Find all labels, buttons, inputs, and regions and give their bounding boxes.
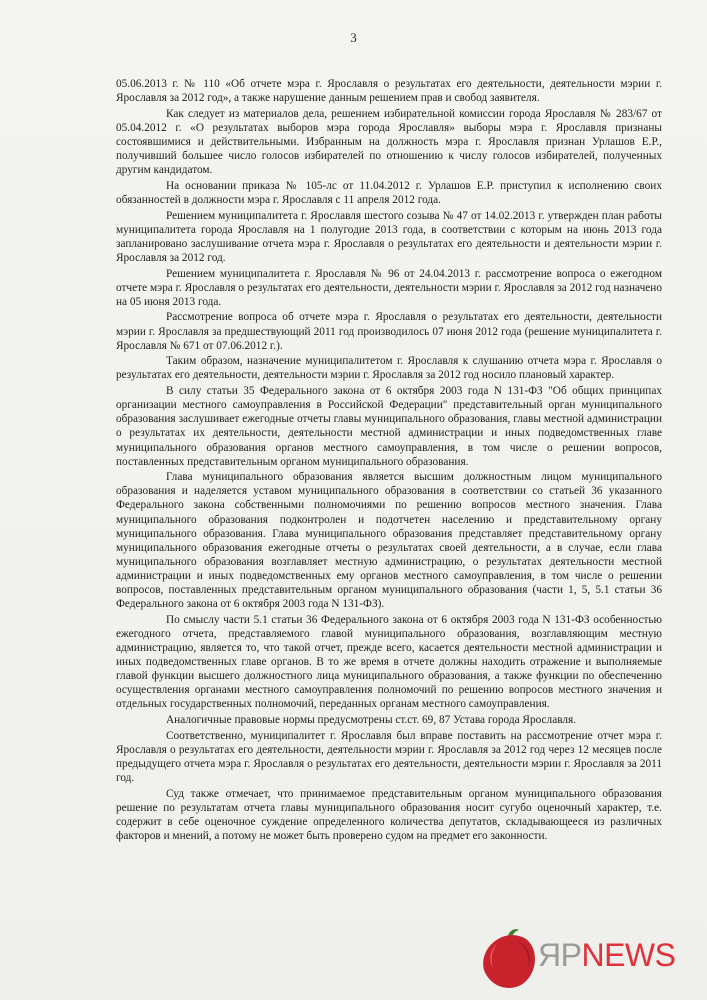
paragraph: Рассмотрение вопроса об отчете мэра г. Ярославля о результатах его деятельности, деятельности мэрии г. Ярославля за предшествующий 2011 год производилось 07 июня 2012 года (решение муниципалитета г. Ярославля № 671 от 07.06.2012 г.). bbox=[116, 311, 662, 352]
paragraph: 05.06.2013 г. № 110 «Об отчете мэра г. Ярославля о результатах его деятельности, деятельности мэрии г. Ярославля за 2012 год», а также нарушение данным решением прав и свобод заявителя. bbox=[116, 78, 662, 105]
paragraph: Таким образом, назначение муниципалитетом г. Ярославля к слушанию отчета мэра г. Ярославля о результатах его деятельности, деятельности мэрии г. Ярославля за 2012 год носило плановый характер. bbox=[116, 355, 662, 382]
paragraph: В силу статьи 35 Федерального закона от 6 октября 2003 года N 131-ФЗ "Об общих принципах организации местного самоуправления в Российской Федерации" представительный орган муниципального образования заслушивает ежегодные отчеты главы муниципального образования, главы местной администрации о результатах их деятельности, деятельности местной администрации и иных подведомственных главе муниципального образования органов местного самоуправления, в том числе о решении вопросов, поставленных представительным органом муниципального образования. bbox=[116, 385, 662, 468]
paragraph: Решением муниципалитета г. Ярославля шестого созыва № 47 от 14.02.2013 г. утвержден план работы муниципалитета города Ярославля на 1 полугодие 2013 года, в соответствии с которым на июнь 2013 года запланировано заслушивание отчета мэра г. Ярославля о результатах его деятельности и деятельности мэрии г. Ярославля за 2012 год. bbox=[116, 209, 662, 264]
paragraph: Суд также отмечает, что принимаемое представительным органом муниципального образования решение по результатам отчета главы муниципального образования носит сугубо оценочный характер, т.е. содержит в себе оценочное суждение определенного количества депутатов, складывающееся из различных факторов и мнений, а потому не может быть проверено судом на предмет его законности. bbox=[116, 787, 662, 842]
document-body bbox=[116, 77, 662, 845]
yarnews-watermark bbox=[478, 925, 688, 991]
page-number: 3 bbox=[350, 30, 357, 45]
paragraph: Глава муниципального образования является высшим должностным лицом муниципального образования и наделяется уставом муниципального образования в соответствии со статьей 36 указанного Федерального закона собственными полномочиями по решению вопросов местного значения. Глава муниципального образования подконтролен и подотчетен населению и представительному органу муниципального образования. Глава муниципального образования представляет представительному органу муниципального образования ежегодные отчеты о результатах своей деятельности, а в случае, если глава муниципального образования возглавляет местную администрацию, о результатах деятельности местной администрации и иных подведомственных ему органов местного самоуправления, в том числе о решении вопросов, поставленных представительным органом муниципального образования (части 1, 5, 5.1 статьи 36 Федерального закона от 6 октября 2003 года N 131-ФЗ). bbox=[116, 471, 662, 611]
paragraph: По смыслу части 5.1 статьи 36 Федерального закона от 6 октября 2003 года N 131-ФЗ особенностью ежегодного отчета, представляемого главой муниципального образования, возглавляющим местную администрацию, является то, что такой отчет, прежде всего, касается деятельности местной администрации и иных подведомственных главе органов. В то же время в отчете должны находить отражение и выполняемые главой функции высшего должностного лица муниципального образования, а также функции по обеспечению осуществления органами местного самоуправления полномочий по решению вопросов местного значения и отдельных государственных полномочий, переданных органам местного самоуправления. bbox=[116, 613, 662, 711]
paragraph: Аналогичные правовые нормы предусмотрены ст.ст. 69, 87 Устава города Ярославля. bbox=[166, 714, 577, 727]
paragraph: Как следует из материалов дела, решением избирательной комиссии города Ярославля № 283/67 от 05.04.2012 г. «О результатах выборов мэра города Ярославля» выборы мэра г. Ярославля признаны состоявшимися и действительными. Избранным на должность мэра г. Ярославля признан Урлашов Е.Р., получивший большее число голосов избирателей по отношению к числу голосов избирателей, полученных другим кандидатом. bbox=[116, 107, 662, 177]
watermark-text: ЯРNEWS bbox=[538, 937, 676, 973]
red-pepper-icon bbox=[478, 925, 540, 991]
paragraph: Соответственно, муниципалитет г. Ярославля был вправе поставить на рассмотрение отчет мэра г. Ярославля о результатах его деятельности, деятельности мэрии г. Ярославля за 2012 год через 12 месяцев после предыдущего отчета мэра г. Ярославля о результатах его деятельности, деятельности мэрии г. Ярославля за 2011 год. bbox=[116, 729, 662, 785]
paragraph: Решением муниципалитета г. Ярославля № 96 от 24.04.2013 г. рассмотрение вопроса о ежегодном отчете мэра г. Ярославля о результатах его деятельности, деятельности мэрии г. Ярославля за 2012 год назначено на 05 июня 2013 года. bbox=[116, 267, 662, 308]
paragraph: На основании приказа № 105-лс от 11.04.2012 г. Урлашов Е.Р. приступил к исполнению своих обязанностей в должности мэра г. Ярославля с 11 апреля 2012 года. bbox=[116, 179, 662, 206]
